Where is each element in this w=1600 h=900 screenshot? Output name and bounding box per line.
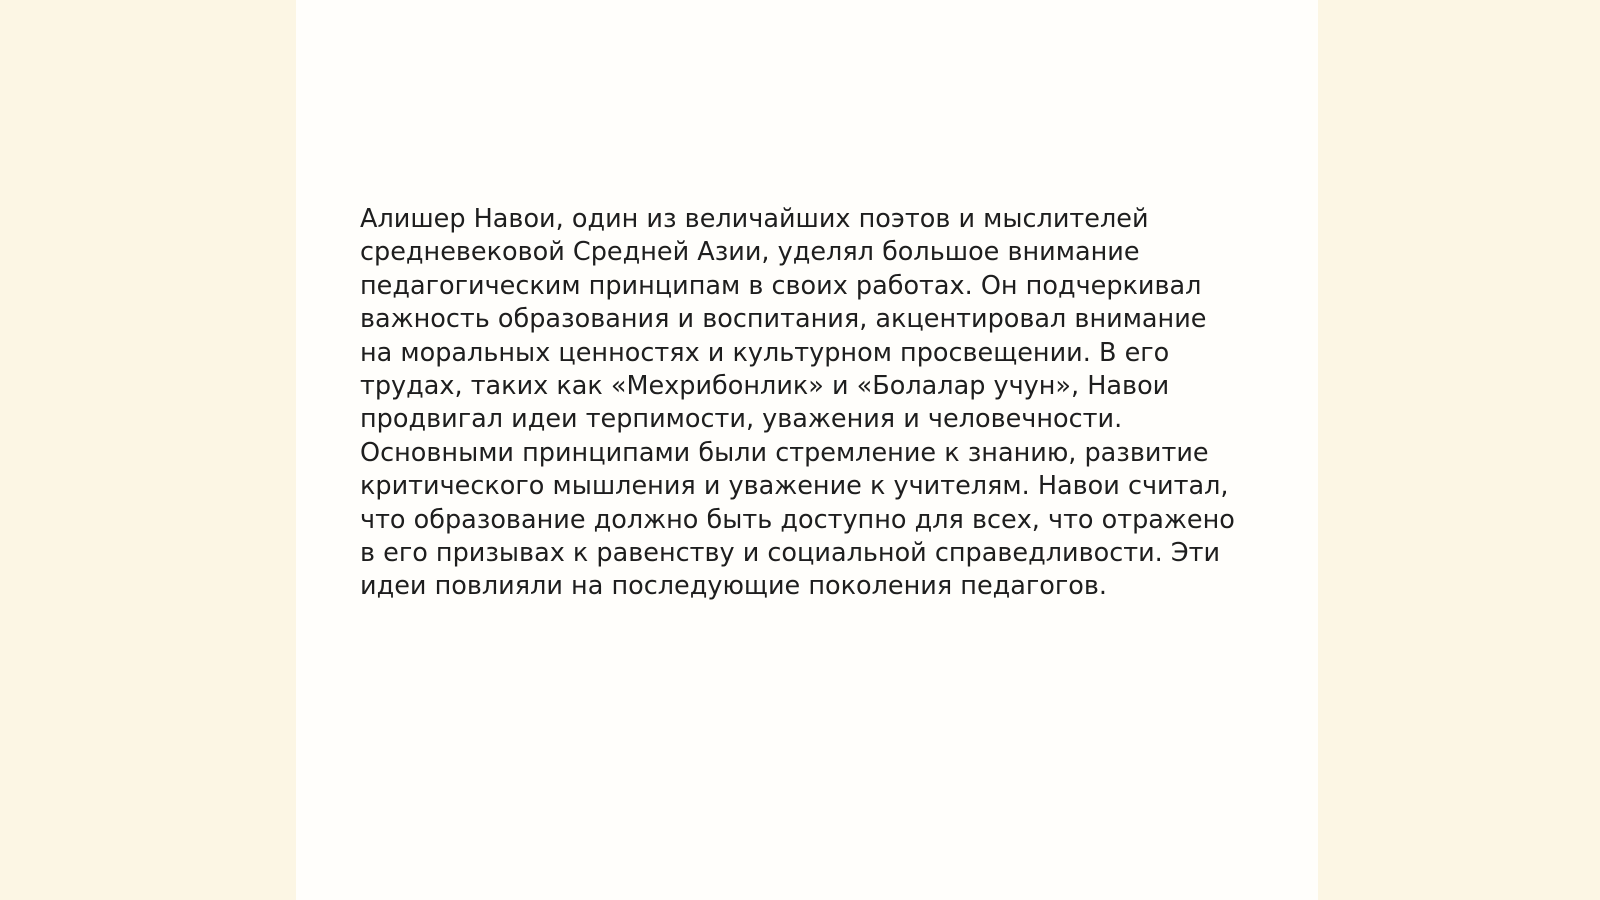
paragraph-line: трудах, таких как «Мехрибонлик» и «Болалар учун», Навои xyxy=(360,371,1170,402)
paragraph-line: идеи повлияли на последующие поколения педагогов. xyxy=(360,571,1108,602)
paragraph-line: важность образования и воспитания, акцентировал внимание xyxy=(360,304,1207,335)
document-page xyxy=(296,0,1318,900)
paragraph-line: средневековой Средней Азии, уделял большое внимание xyxy=(360,237,1140,268)
paragraph-line: педагогическим принципам в своих работах. Он подчеркивал xyxy=(360,270,1202,301)
paragraph-line: критического мышления и уважение к учителям. Навои считал, xyxy=(360,471,1229,502)
paragraph-line: что образование должно быть доступно для всех, что отражено xyxy=(360,504,1235,535)
body-paragraph xyxy=(360,203,1260,604)
right-margin-panel xyxy=(1318,0,1600,900)
paragraph-line: Алишер Навои, один из величайших поэтов и мыслителей xyxy=(360,204,1149,234)
paragraph-line: в его призывах к равенству и социальной справедливости. Эти xyxy=(360,538,1221,569)
paragraph-line: Основными принципами были стремление к знанию, развитие xyxy=(360,437,1209,468)
left-margin-panel xyxy=(0,0,296,900)
paragraph-line: на моральных ценностях и культурном просвещении. В его xyxy=(360,337,1170,368)
paragraph-line: продвигал идеи терпимости, уважения и человечности. xyxy=(360,404,1123,435)
